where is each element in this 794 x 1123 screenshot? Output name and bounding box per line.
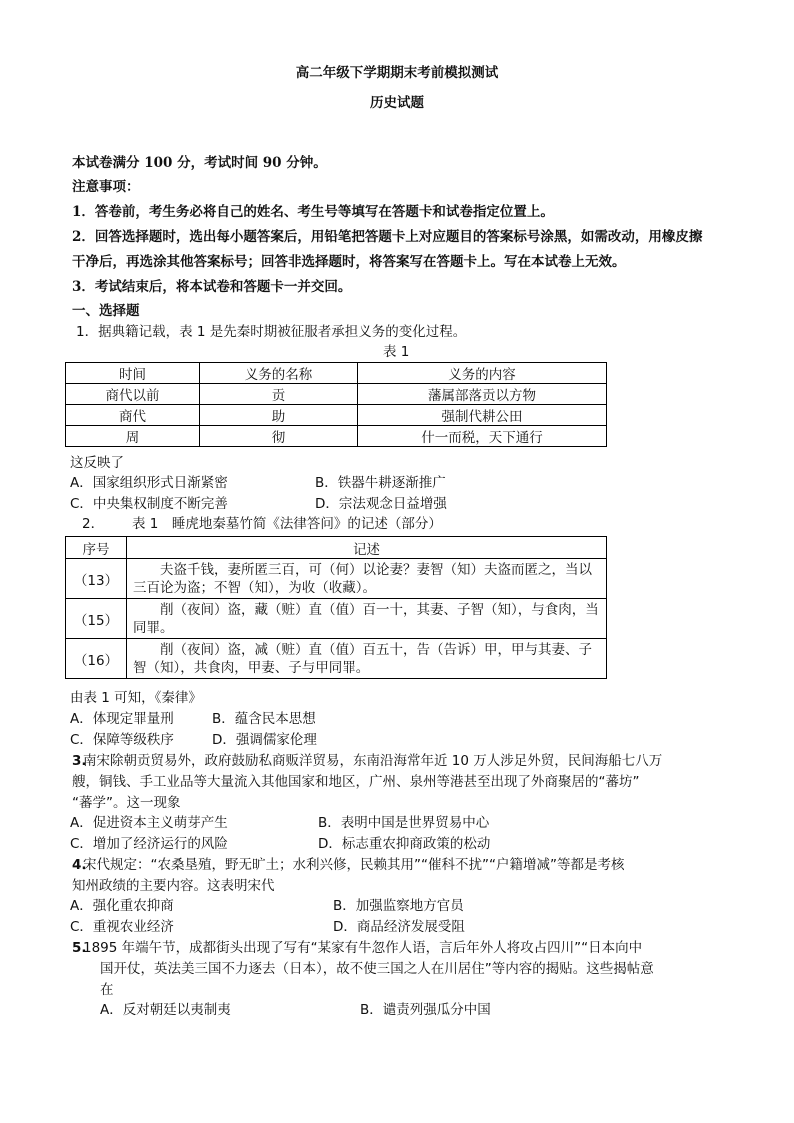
table-row: [66, 559, 607, 599]
q3-line-3: “蕃学”。这一现象: [72, 795, 181, 811]
table-cell: （13）: [66, 559, 127, 599]
q4-number: 4.: [72, 857, 87, 873]
q1-table: [65, 362, 607, 447]
q2-option-d: D．强调儒家伦理: [212, 732, 317, 748]
note-2-line-2: 干净后，再选涂其他答案标号；回答非选择题时，将答案写在答题卡上。写在本试卷上无效。: [72, 254, 626, 270]
q4-line-2: 知州政绩的主要内容。这表明宋代: [72, 878, 275, 894]
q2-table: [65, 536, 607, 679]
q4-option-c: C．重视农业经济: [70, 919, 174, 935]
q1-option-c: C．中央集权制度不断完善: [70, 496, 228, 512]
column-header: 时间: [66, 363, 200, 384]
q1-option-b: B．铁器牛耕逐渐推广: [315, 475, 446, 491]
table-cell: 什一而税，天下通行: [358, 426, 607, 447]
table-cell: （15）: [66, 599, 127, 639]
notes-heading: 注意事项：: [72, 179, 140, 195]
table-cell: （16）: [66, 639, 127, 679]
q1-lead: 这反映了: [70, 455, 124, 471]
table-cell: 贡: [200, 384, 358, 405]
table-cell: 商代以前: [66, 384, 200, 405]
q3-line-1: 南宋除朝贡贸易外，政府鼓励私商贩洋贸易，东南沿海常年近 10 万人涉足外贸，民间海船七八万: [83, 753, 663, 769]
table-row: [66, 599, 607, 639]
table-cell: 商代: [66, 405, 200, 426]
q5-line-1: 1895 年端午节，成都街头出现了写有“某家有牛忽作人语，言后年外人将攻占四川”“日本向中: [83, 940, 643, 956]
q2-option-c: C．保障等级秩序: [70, 732, 174, 748]
note-2-line-1: 2．回答选择题时，选出每小题答案后，用铅笔把答题卡上对应题目的答案标号涂黑，如需改动，用橡皮擦: [72, 229, 703, 245]
table-row: [66, 405, 607, 426]
exam-title: 高二年级下学期期末考前模拟测试: [295, 65, 499, 81]
q1-option-d: D．宗法观念日益增强: [315, 496, 447, 512]
column-header: 序号: [66, 537, 127, 559]
q2-option-b: B．蕴含民本思想: [212, 711, 316, 727]
q4-option-a: A．强化重农抑商: [70, 898, 174, 914]
q3-option-d: D．标志重农抑商政策的松动: [318, 836, 491, 852]
table-cell: 夫盗千钱，妻所匿三百，可（何）以论妻？妻智（知）夫盗而匿之，当以三百论为盗；不智（知），为收（收藏）。: [127, 559, 607, 599]
q3-option-a: A．促进资本主义萌芽产生: [70, 815, 228, 831]
q2-lead: 由表 1 可知，《秦律》: [70, 690, 202, 706]
q3-option-c: C．增加了经济运行的风险: [70, 836, 228, 852]
q2-option-a: A．体现定罪量刑: [70, 711, 174, 727]
table-cell: 助: [200, 405, 358, 426]
column-header: 义务的名称: [200, 363, 358, 384]
q4-option-d: D．商品经济发展受阻: [333, 919, 465, 935]
q5-option-a: A．反对朝廷以夷制夷: [100, 1002, 231, 1018]
table-row: [66, 639, 607, 679]
table-cell: 藩属部落贡以方物: [358, 384, 607, 405]
column-header: 义务的内容: [358, 363, 607, 384]
q1-stem: 1．据典籍记载，表 1 是先秦时期被征服者承担义务的变化过程。: [76, 324, 467, 340]
q4-line-1: 宋代规定：“农桑垦殖，野无旷土；水利兴修，民赖其用”“催科不扰”“户籍增减”等都是考核: [83, 857, 625, 873]
table-cell: 削（夜间）盗，藏（赃）直（值）百一十，其妻、子智（知），与食肉，当同罪。: [127, 599, 607, 639]
q5-line-2: 国开仗，英法美三国不力逐去（日本），故不使三国之人在川居住”等内容的揭贴。这些揭帖意: [100, 961, 654, 977]
table-row: [66, 384, 607, 405]
note-3: 3．考试结束后，将本试卷和答题卡一并交回。: [72, 279, 352, 295]
q5-number: 5.: [72, 940, 87, 956]
table-cell: 强制代耕公田: [358, 405, 607, 426]
table-cell: 彻: [200, 426, 358, 447]
section-heading: 一、选择题: [72, 303, 140, 319]
q2-number: 2．: [82, 516, 105, 532]
q3-number: 3.: [72, 753, 87, 769]
score-note: 本试卷满分 100 分，考试时间 90 分钟。: [72, 155, 327, 171]
table-row: [66, 426, 607, 447]
q4-option-b: B．加强监察地方官员: [333, 898, 464, 914]
q3-option-b: B．表明中国是世界贸易中心: [318, 815, 490, 831]
exam-subtitle: 历史试题: [370, 95, 424, 111]
note-1: 1．答卷前，考生务必将自己的姓名、考生号等填写在答题卡和试卷指定位置上。: [72, 204, 554, 220]
q1-option-a: A．国家组织形式日渐紧密: [70, 475, 228, 491]
q3-line-2: 艘，铜钱、手工业品等大量流入其他国家和地区，广州、泉州等港甚至出现了外商聚居的“蕃坊”: [72, 774, 640, 790]
q5-option-b: B．谴责列强瓜分中国: [360, 1002, 491, 1018]
q1-table-caption: 表 1: [383, 344, 410, 360]
column-header: 记述: [127, 537, 607, 559]
table-header-row: [66, 537, 607, 559]
table-cell: 周: [66, 426, 200, 447]
table-header-row: [66, 363, 607, 384]
table-cell: 削（夜间）盗，减（赃）直（值）百五十，告（告诉）甲，甲与其妻、子智（知），共食肉，甲妻、子与甲同罪。: [127, 639, 607, 679]
q5-line-3: 在: [100, 982, 114, 998]
q2-table-caption: 表 1 睡虎地秦墓竹简《法律答问》的记述（部分）: [132, 516, 442, 532]
